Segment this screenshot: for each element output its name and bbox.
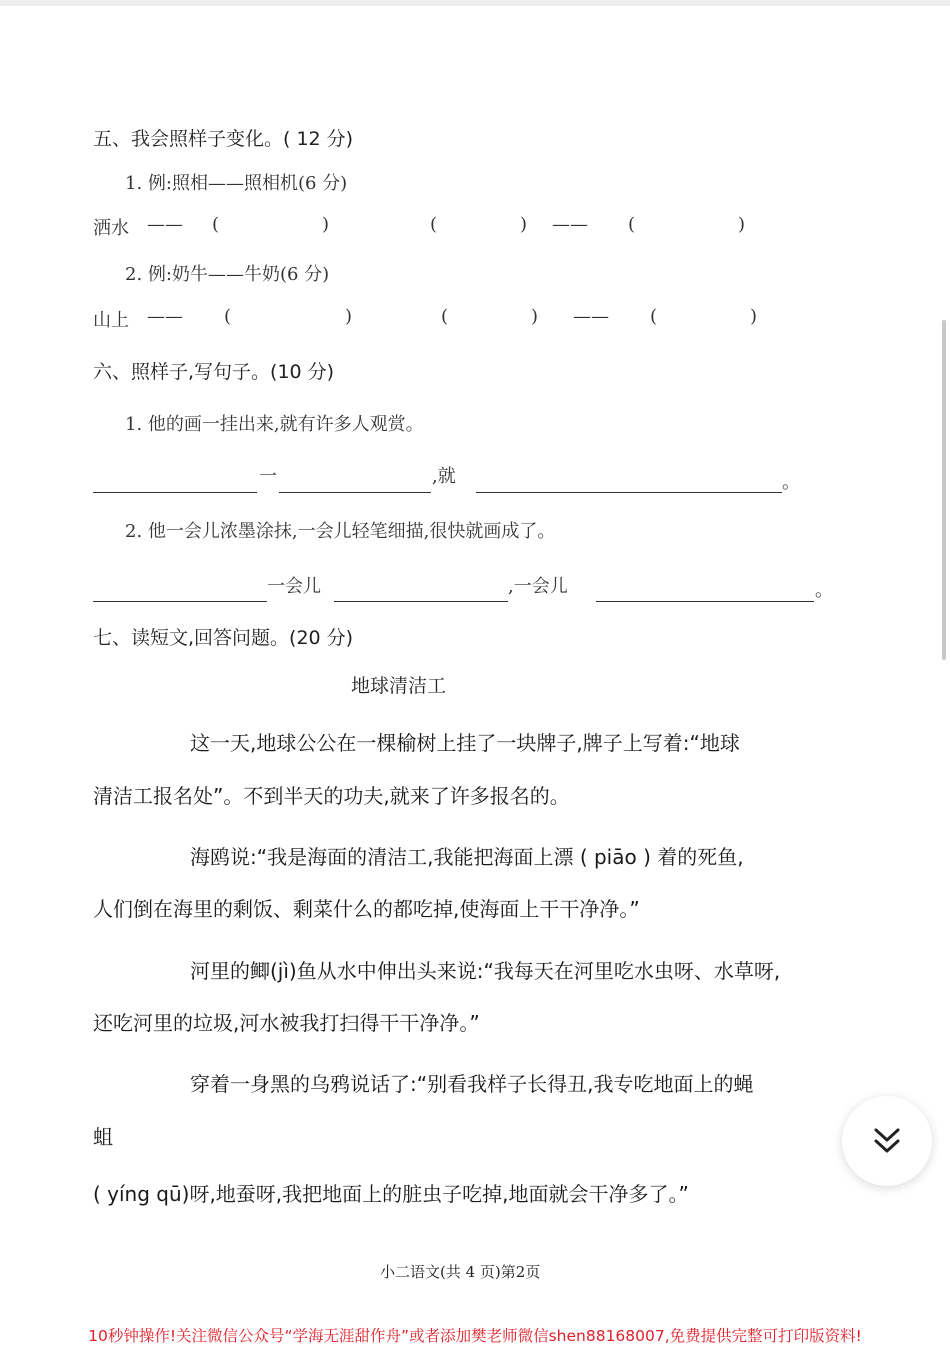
- row1-paren3-open: (: [628, 214, 636, 235]
- vertical-scrollbar[interactable]: [942, 320, 946, 660]
- story-paragraph1-line2: 清洁工报名处”。不到半天的功夫,就来了许多报名的。: [93, 784, 570, 808]
- row2-paren2-close: ): [531, 306, 539, 327]
- row1-paren1-open: (: [212, 214, 220, 235]
- row1-paren1-close: ): [322, 214, 330, 235]
- story-paragraph4-line2: 蛆: [93, 1125, 113, 1149]
- story-paragraph3-line1: 河里的鲫(jì)鱼从水中伸出头来说:“我每天在河里吃水虫呀、水草呀,: [190, 959, 781, 983]
- answer2-blank2[interactable]: [334, 601, 508, 602]
- row2-paren3-close: ): [750, 306, 758, 327]
- section6-sentence2: 2. 他一会儿浓墨涂抹,一会儿轻笔细描,很快就画成了。: [125, 521, 556, 542]
- answer1-end: 。: [782, 472, 800, 493]
- row1-word: 洒水: [93, 218, 129, 239]
- row2-word: 山上: [93, 310, 129, 331]
- answer1-yi: 一: [259, 466, 277, 487]
- answer1-blank1[interactable]: [93, 492, 257, 493]
- double-chevron-down-icon: [870, 1124, 904, 1158]
- section7-title: 七、读短文,回答问题。(20 分): [93, 627, 354, 649]
- answer1-blank2[interactable]: [279, 492, 431, 493]
- story-title: 地球清洁工: [351, 675, 447, 697]
- story-paragraph1-line1: 这一天,地球公公在一棵榆树上挂了一块牌子,牌子上写着:“地球: [190, 731, 740, 755]
- answer2-blank1[interactable]: [93, 601, 267, 602]
- row1-dash2: ——: [552, 214, 588, 235]
- answer1-blank3[interactable]: [476, 492, 782, 493]
- story-paragraph4-line1: 穿着一身黑的乌鸦说话了:“别看我样子长得丑,我专吃地面上的蝇: [190, 1072, 754, 1096]
- story-paragraph3-line2: 还吃河里的垃圾,河水被我打扫得干干净净。”: [93, 1011, 480, 1035]
- section6-sentence1: 1. 他的画一挂出来,就有许多人观赏。: [125, 414, 424, 435]
- page-footer: 小二语文(共 4 页)第2页: [380, 1263, 541, 1281]
- scroll-down-button[interactable]: [842, 1096, 932, 1186]
- section5-example2: 2. 例:奶牛——牛奶(6 分): [125, 264, 330, 285]
- row1-paren2-close: ): [520, 214, 528, 235]
- story-paragraph4-line3: ( yíng qū)呀,地蚕呀,我把地面上的脏虫子吃掉,地面就会干净多了。”: [93, 1182, 689, 1206]
- row2-paren2-open: (: [441, 306, 449, 327]
- section6-title: 六、照样子,写句子。(10 分): [93, 361, 335, 383]
- answer2-yihuier2: ,一会儿: [508, 576, 568, 597]
- answer1-jiu: ,就: [432, 466, 456, 487]
- promo-banner: 10秒钟操作!关注微信公众号“学海无涯甜作舟”或者添加樊老师微信shen88168007,免费提供完整可打印版资料!: [88, 1327, 862, 1345]
- row1-paren2-open: (: [430, 214, 438, 235]
- row2-paren3-open: (: [650, 306, 658, 327]
- row2-paren1-close: ): [345, 306, 353, 327]
- top-bar: [0, 0, 950, 6]
- section5-example1: 1. 例:照相——照相机(6 分): [125, 173, 348, 194]
- answer2-end: 。: [815, 580, 833, 601]
- answer2-yihuier1: 一会儿: [267, 576, 321, 597]
- story-paragraph2-line2: 人们倒在海里的剩饭、剩菜什么的都吃掉,使海面上干干净净。”: [93, 897, 640, 921]
- answer2-blank3[interactable]: [596, 601, 814, 602]
- row2-dash2: ——: [573, 306, 609, 327]
- section5-title: 五、我会照样子变化。( 12 分): [93, 128, 354, 150]
- row2-paren1-open: (: [224, 306, 232, 327]
- story-paragraph2-line1: 海鸥说:“我是海面的清洁工,我能把海面上漂 ( piāo ) 着的死鱼,: [190, 845, 744, 869]
- row1-paren3-close: ): [738, 214, 746, 235]
- row2-dash1: ——: [147, 306, 183, 327]
- row1-dash1: ——: [147, 214, 183, 235]
